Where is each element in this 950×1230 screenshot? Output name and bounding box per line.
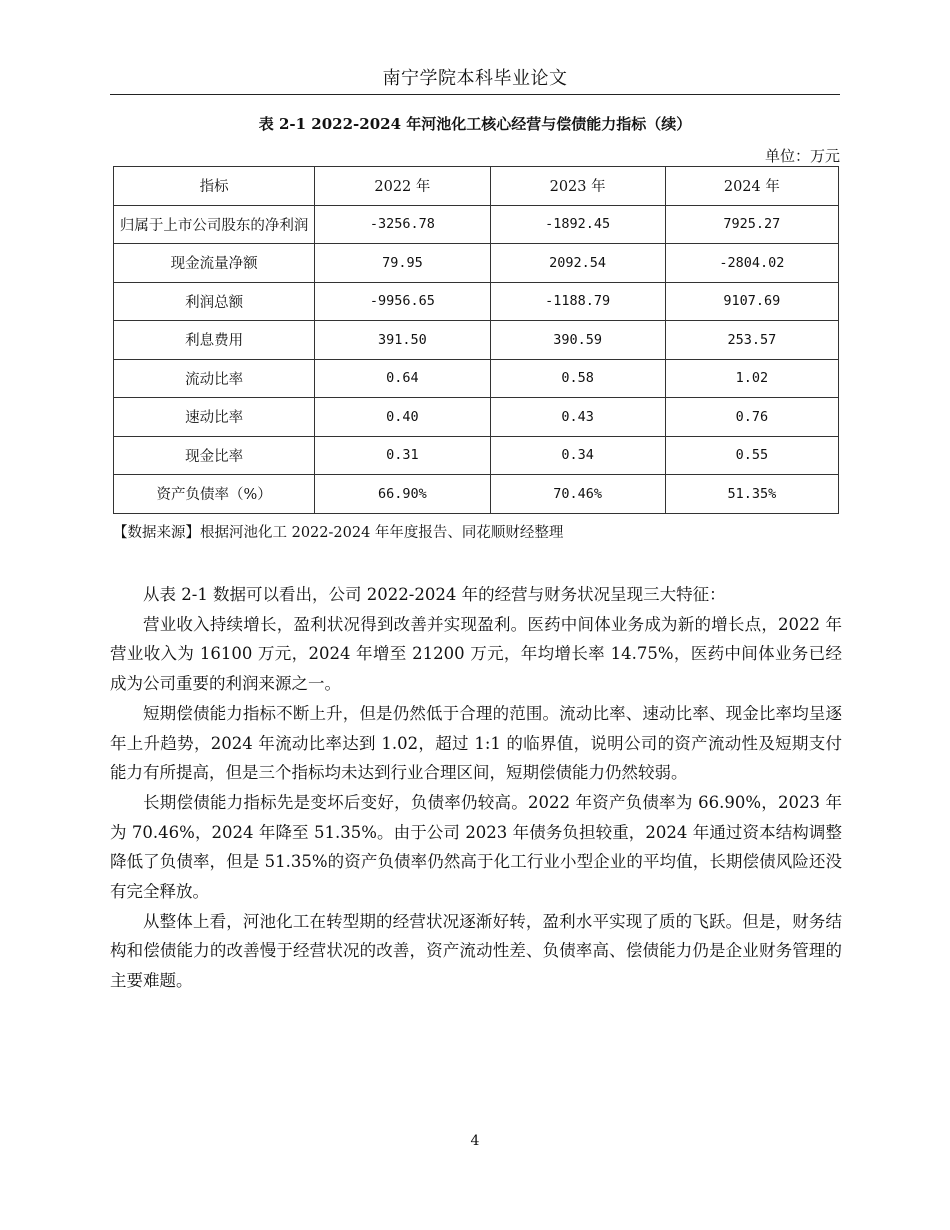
value-cell: 0.43 [490,398,665,437]
indicator-name-cell: 速动比率 [114,398,315,437]
value-cell: 7925.27 [665,205,838,244]
body-text [110,580,842,996]
value-cell: 1.02 [665,359,838,398]
value-cell: -3256.78 [315,205,490,244]
value-cell: 391.50 [315,321,490,360]
column-header: 2022 年 [315,167,490,206]
value-cell: -9956.65 [315,282,490,321]
table-header-row [114,167,839,206]
table-row [114,436,839,475]
table-row [114,321,839,360]
value-cell: 0.76 [665,398,838,437]
value-cell: 0.58 [490,359,665,398]
column-header: 指标 [114,167,315,206]
indicator-name-cell: 利润总额 [114,282,315,321]
column-header: 2024 年 [665,167,838,206]
table-row [114,359,839,398]
value-cell: -1892.45 [490,205,665,244]
value-cell: -1188.79 [490,282,665,321]
column-header: 2023 年 [490,167,665,206]
indicator-name-cell: 现金比率 [114,436,315,475]
table-row [114,244,839,283]
value-cell: 0.64 [315,359,490,398]
indicator-name-cell: 流动比率 [114,359,315,398]
value-cell: 0.55 [665,436,838,475]
paragraph: 短期偿债能力指标不断上升，但是仍然低于合理的范围。流动比率、速动比率、现金比率均呈逐年上升趋势，2024 年流动比率达到 1.02，超过 1:1 的临界值，说明公司的资产流动性及短期支付能力有所提高，但是三个指标均未达到行业合理区间，短期偿债能力仍然较弱。 [110,703,842,783]
value-cell: 70.46% [490,475,665,514]
header-divider [110,94,840,95]
table-row [114,205,839,244]
value-cell: 390.59 [490,321,665,360]
indicator-name-cell: 资产负债率（%） [114,475,315,514]
value-cell: 0.40 [315,398,490,437]
paragraph: 从整体上看，河池化工在转型期的经营状况逐渐好转，盈利水平实现了质的飞跃。但是，财务结构和偿债能力的改善慢于经营状况的改善，资产流动性差、负债率高、偿债能力仍是企业财务管理的主要难题。 [110,911,842,991]
table-row [114,398,839,437]
value-cell: 51.35% [665,475,838,514]
page-header-title: 南宁学院本科毕业论文 [382,68,568,89]
table-row [114,282,839,321]
value-cell: 253.57 [665,321,838,360]
paragraph: 营业收入持续增长，盈利状况得到改善并实现盈利。医药中间体业务成为新的增长点，2022 年营业收入为 16100 万元，2024 年增至 21200 万元，年均增长率 14.75%，医药中间体业务已经成为公司重要的利润来源之一。 [110,614,842,694]
indicator-name-cell: 归属于上市公司股东的净利润 [114,205,315,244]
value-cell: 2092.54 [490,244,665,283]
data-source-note: 【数据来源】根据河池化工 2022-2024 年年度报告、同花顺财经整理 [113,525,564,541]
table-row [114,475,839,514]
table-unit: 单位：万元 [764,147,840,165]
table-caption: 表 2-1 2022-2024 年河池化工核心经营与偿债能力指标（续） [258,115,692,133]
value-cell: 9107.69 [665,282,838,321]
page-number: 4 [470,1133,480,1149]
indicator-table [113,166,839,514]
value-cell: -2804.02 [665,244,838,283]
value-cell: 79.95 [315,244,490,283]
paragraph: 从表 2-1 数据可以看出，公司 2022-2024 年的经营与财务状况呈现三大特征： [143,585,726,604]
paragraph: 长期偿债能力指标先是变坏后变好，负债率仍较高。2022 年资产负债率为 66.90%，2023 年为 70.46%，2024 年降至 51.35%。由于公司 2023 年债务负担较重，2024 年通过资本结构调整降低了负债率，但是 51.35%的资产负债率仍然高于化工行业小型企业的平均值，长期偿债风险还没有完全释放。 [110,792,842,902]
indicator-name-cell: 利息费用 [114,321,315,360]
value-cell: 0.34 [490,436,665,475]
value-cell: 0.31 [315,436,490,475]
value-cell: 66.90% [315,475,490,514]
indicator-name-cell: 现金流量净额 [114,244,315,283]
